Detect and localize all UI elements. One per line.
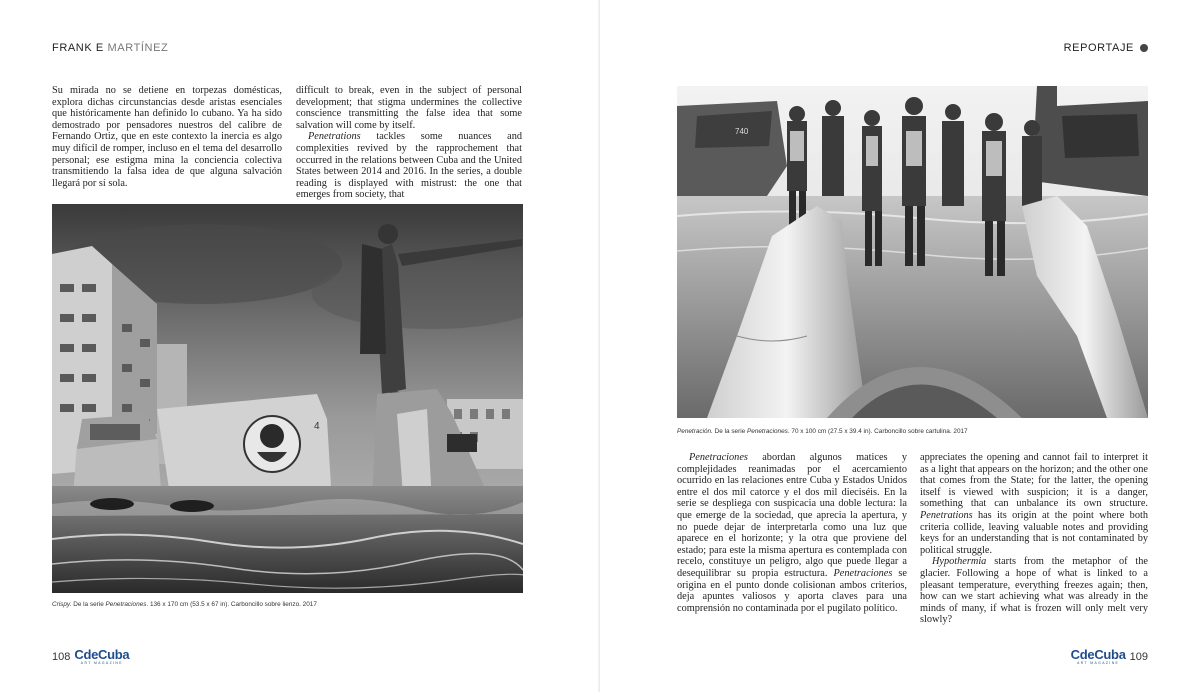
english-italic-title-4: Hypothermia xyxy=(932,556,987,568)
english-column-right xyxy=(920,452,1148,626)
artwork-penetracion xyxy=(677,86,1148,418)
caption-crispy xyxy=(52,601,317,608)
artwork-crispy-drawing xyxy=(52,204,523,593)
artwork-penetracion-drawing xyxy=(677,86,1148,418)
english-text-3a: appreciates the opening and cannot fail to interpret it as a light that appears on the horizon; and the other one that comes from the State; for the latter, the opening itself is viewed with suspicion; it is a danger, something that can unbalance its own structure. xyxy=(920,452,1148,510)
page-number-left: 108 xyxy=(52,650,71,663)
english-italic-title-3: Penetrations xyxy=(920,509,973,521)
caption-crispy-mid: De la serie xyxy=(71,601,106,608)
english-paragraph-3 xyxy=(920,452,1148,556)
cdecuba-logo-left xyxy=(74,648,129,665)
english-paragraph-2 xyxy=(296,131,522,201)
english-column-left xyxy=(296,85,522,201)
caption-penetracion-mid: De la serie xyxy=(712,428,747,435)
spanish-text-2: se origina en el punto donde colisionan ambos criterios, deja apuntes valiosos y aporta claves para una comprensión no contaminada por el pugilato político. xyxy=(677,567,907,614)
artwork-crispy xyxy=(52,204,523,593)
running-head-author xyxy=(52,42,168,54)
spanish-text-1: abordan algunos matices y complejidades reanimadas por el acercamiento ocurrido en las relaciones entre Cuba y Estados Unidos entre el dos mil catorce y el dos mil dieciséis. En la serie se despliega con suspicacia una doble lectura: la que emerge de la sociedad, que aprecia la apertura, y no puede dejar de interpretarla como una luz que aparece en el horizonte; y la otra que proviene del estado; para este la misma apertura es contemplada con recelo, constituye un peligro, algo que puede llegar a desequilibrar su propia estructura. xyxy=(677,452,907,579)
caption-penetracion-title: Penetración. xyxy=(677,428,713,435)
caption-crispy-details: . 136 x 170 cm (53.5 x 67 in). Carboncillo sobre lienzo. 2017 xyxy=(146,601,317,608)
running-head-section xyxy=(1064,42,1148,54)
author-first-name: FRANK E xyxy=(52,42,104,54)
page-number-right: 109 xyxy=(1129,650,1148,663)
right-page xyxy=(600,0,1200,692)
spanish-column-right xyxy=(677,452,907,614)
logo-tagline: ART MAGAZINE xyxy=(1077,661,1120,665)
truck-number: 4 xyxy=(314,421,320,432)
spanish-italic-title-2: Penetraciones xyxy=(833,567,893,579)
caption-penetracion-series: Penetraciones xyxy=(747,428,788,435)
caption-crispy-title: Crispy. xyxy=(52,601,72,608)
ship-number: 740 xyxy=(735,127,749,136)
english-text-4: starts from the metaphor of the glacier. Following a hope of what is linked to a pleasant temperature, everything freezes again; then, how can we start achieving what was already in the minds of many, if what is frozen will only melt very slowly? xyxy=(920,556,1148,626)
english-paragraph-1: difficult to break, even in the subject of personal development; that stigma undermines the collective conscience transmitting the false idea that some salvation will come by itself. xyxy=(296,85,522,131)
logo-tagline: ART MAGAZINE xyxy=(80,661,123,665)
author-last-name: MARTÍNEZ xyxy=(107,42,169,54)
folio-right xyxy=(1071,648,1148,665)
english-paragraph-4 xyxy=(920,556,1148,626)
english-paragraph-2-text: tackles some nuances and complexities revived by the rapprochement that occurred in the relations between Cuba and the United States between 2014 and 2016. In the series, a double reading is displayed with mistrust: the one that emerges from society, that xyxy=(296,131,522,201)
logo-wordmark: CdeCuba xyxy=(1070,647,1126,662)
spanish-column-left xyxy=(52,85,282,189)
caption-penetracion-details: . 70 x 100 cm (27.5 x 39.4 in). Carboncillo sobre cartulina. 2017 xyxy=(787,428,968,435)
spanish-paragraph-right xyxy=(677,452,907,614)
section-label: REPORTAJE xyxy=(1063,42,1134,54)
cdecuba-logo-right xyxy=(1071,648,1126,665)
caption-penetracion xyxy=(677,428,968,435)
caption-crispy-series: Penetraciones xyxy=(105,601,147,608)
folio-left xyxy=(52,648,129,665)
english-text-3b: has its origin at the point where both criteria collide, leaving valuable notes and providing keys for an understanding that is not contaminated by political struggle. xyxy=(920,509,1148,556)
spanish-paragraph: Su mirada no se detiene en torpezas domésticas, explora dichas circunstancias desde aristas esenciales que históricamente han definido lo cubano. Ya ha sido demostrado por pensadores nuestros del calibre de Fernando Ortiz, que en este contexto la inercia es algo muy difícil de romper, incluso en el tema del desarrollo personal; ese estigma mina la conciencia colectiva transmitiendo la falsa idea de que alguna salvación llegará por sí sola. xyxy=(52,85,282,189)
english-italic-title: Penetrations xyxy=(308,131,361,143)
spanish-italic-title-1: Penetraciones xyxy=(689,452,748,463)
section-dot-icon xyxy=(1140,44,1148,52)
logo-wordmark: CdeCuba xyxy=(74,647,130,662)
